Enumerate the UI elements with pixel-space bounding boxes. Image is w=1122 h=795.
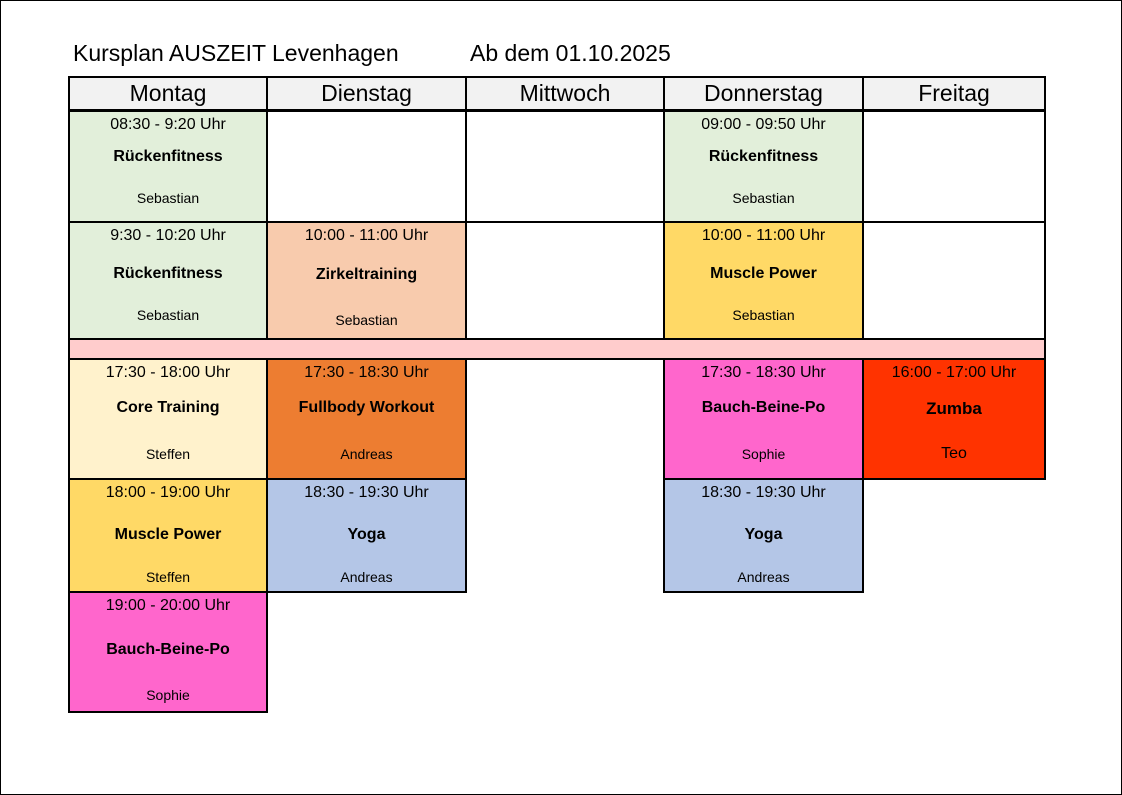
day-header-montag: Montag [68, 76, 268, 111]
empty-slot [465, 221, 665, 340]
course-time: 10:00 - 11:00 Uhr [304, 227, 429, 244]
course-time: 9:30 - 10:20 Uhr [110, 227, 226, 244]
course-trainer: Andreas [340, 569, 393, 585]
course-time: 17:30 - 18:30 Uhr [304, 364, 429, 381]
course-trainer: Teo [941, 445, 967, 462]
course-name: Fullbody Workout [298, 399, 435, 416]
course-trainer: Andreas [737, 569, 790, 585]
course-time: 17:30 - 18:00 Uhr [105, 364, 231, 381]
course-time: 18:00 - 19:00 Uhr [105, 484, 231, 501]
course-trainer: Sebastian [335, 312, 398, 328]
course-name: Zumba [926, 399, 982, 418]
course-name: Bauch-Beine-Po [106, 641, 230, 658]
course-slot-dienstag-morning-2 [266, 221, 467, 340]
course-name: Bauch-Beine-Po [701, 399, 826, 416]
course-time: 17:30 - 18:30 Uhr [701, 364, 826, 381]
course-time: 18:30 - 19:30 Uhr [304, 484, 429, 501]
course-name: Zirkeltraining [315, 266, 418, 283]
course-slot-donnerstag-morning-1 [663, 110, 864, 223]
course-time: 16:00 - 17:00 Uhr [891, 364, 1017, 381]
day-header-freitag: Freitag [862, 76, 1046, 111]
course-trainer: Steffen [145, 569, 191, 585]
course-name: Muscle Power [114, 526, 222, 543]
course-trainer: Sophie [146, 687, 190, 703]
course-slot-freitag-evening-1 [862, 358, 1046, 480]
course-trainer: Steffen [145, 446, 191, 462]
course-name: Rückenfitness [708, 148, 819, 165]
day-header-mittwoch: Mittwoch [465, 76, 665, 111]
day-header-donnerstag: Donnerstag [663, 76, 864, 111]
course-slot-montag-evening-2 [68, 478, 268, 593]
course-trainer: Andreas [340, 446, 393, 462]
course-time: 08:30 - 9:20 Uhr [110, 116, 226, 133]
course-time: 09:00 - 09:50 Uhr [701, 116, 826, 133]
course-slot-dienstag-evening-2 [266, 478, 467, 593]
course-name: Core Training [116, 399, 220, 416]
empty-slot [862, 110, 1046, 223]
course-trainer: Sebastian [732, 190, 795, 206]
course-slot-montag-morning-1 [68, 110, 268, 223]
course-time: 19:00 - 20:00 Uhr [105, 597, 231, 614]
course-name: Yoga [347, 526, 386, 543]
course-slot-montag-evening-1 [68, 358, 268, 480]
empty-slot [465, 110, 665, 223]
course-name: Rückenfitness [113, 148, 223, 165]
course-trainer: Sebastian [732, 307, 795, 323]
course-slot-donnerstag-evening-1 [663, 358, 864, 480]
course-slot-donnerstag-morning-2 [663, 221, 864, 340]
midday-break-separator [68, 338, 1046, 360]
course-trainer: Sebastian [136, 190, 200, 206]
course-slot-montag-morning-2 [68, 221, 268, 340]
valid-from-date: Ab dem 01.10.2025 [470, 40, 671, 66]
day-header-dienstag: Dienstag [266, 76, 467, 111]
course-slot-donnerstag-evening-2 [663, 478, 864, 593]
empty-slot [266, 110, 467, 223]
course-trainer: Sebastian [136, 307, 200, 323]
course-slot-dienstag-evening-1 [266, 358, 467, 480]
empty-slot [862, 221, 1046, 340]
course-name: Rückenfitness [113, 265, 223, 282]
course-slot-montag-evening-3 [68, 591, 268, 713]
course-time: 18:30 - 19:30 Uhr [701, 484, 826, 501]
page-title: Kursplan AUSZEIT Levenhagen [73, 40, 399, 66]
course-trainer: Sophie [741, 446, 786, 462]
course-name: Muscle Power [710, 265, 817, 282]
course-time: 10:00 - 11:00 Uhr [701, 227, 826, 244]
course-name: Yoga [744, 526, 783, 543]
